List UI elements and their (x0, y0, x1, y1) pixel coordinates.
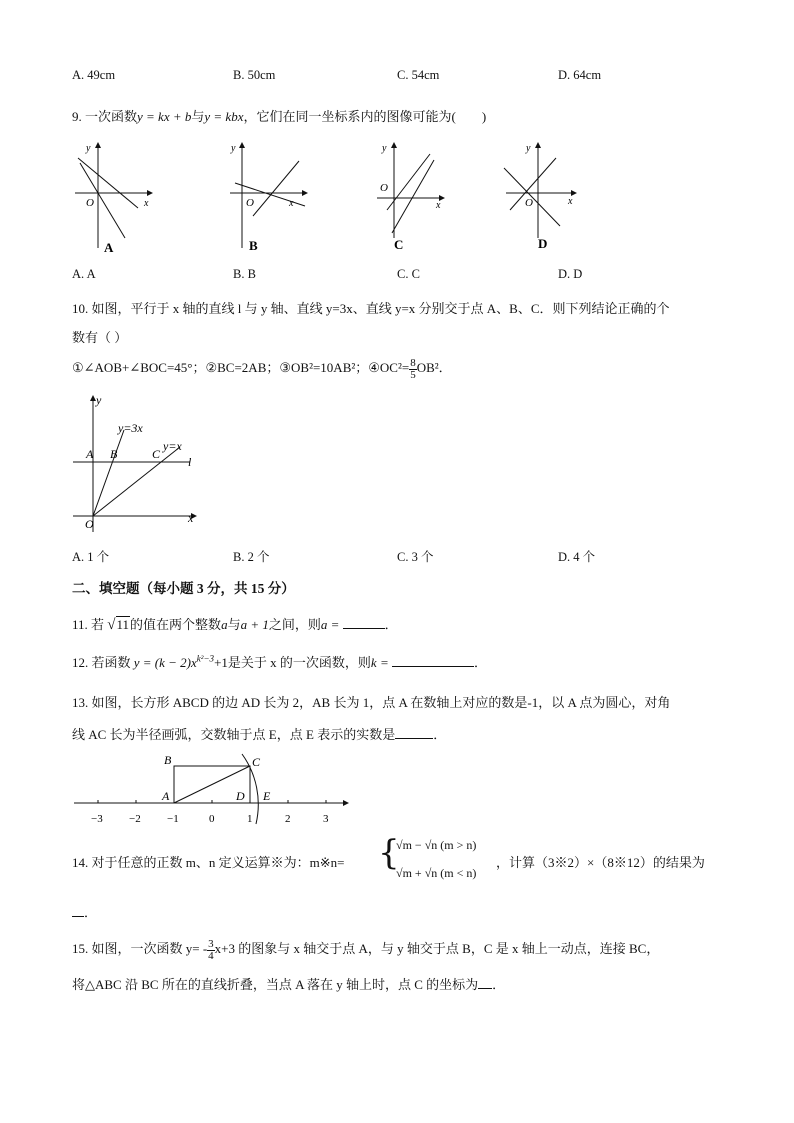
tick-label: 3 (323, 813, 329, 825)
q10-fraction (409, 358, 417, 381)
q14-answer-blank[interactable] (72, 916, 84, 917)
label-yx: y=x (163, 439, 182, 453)
q9-text-b: 与 (191, 109, 205, 124)
q11-a: 11. 若 (72, 617, 105, 632)
q13-figure (70, 752, 360, 827)
q14-case2: √m + √n (m < n) (396, 866, 477, 880)
q11-d: 与 (227, 617, 241, 632)
graph-label: A (104, 240, 114, 255)
q8-option-c: C. 54cm (397, 68, 440, 82)
q14-case1: √m − √n (m > n) (396, 838, 477, 852)
label-l: l (188, 455, 192, 469)
q11-answer-blank[interactable] (343, 628, 385, 629)
x-label: x (568, 196, 573, 207)
q8-option-a: A. 49cm (72, 68, 116, 82)
q8-option-b: B. 50cm (233, 68, 276, 82)
q10-option-b: B. 2 个 (233, 550, 270, 564)
q15-fraction (207, 939, 215, 962)
frac-num: 3 (208, 937, 214, 950)
q13-line2-text: 线 AC 长为半径画弧，交数轴于点 E，点 E 表示的实数是 (72, 727, 396, 742)
brace: { (378, 833, 400, 873)
graph-label: D (538, 236, 548, 251)
q11-f: 之间，则 (268, 617, 321, 632)
q10-option-a: A. 1 个 (72, 550, 110, 564)
q11-end: ． (384, 617, 398, 632)
q14-a: 14. 对于任意的正数 m、n 定义运算※为：m※n= (72, 855, 345, 870)
label-b: B (110, 447, 118, 461)
q11-c: a (221, 617, 228, 632)
x-label: x (436, 200, 441, 211)
q12-expr: y = (k − 2)x (133, 655, 197, 670)
q9-expr1: y = kx + b (137, 109, 192, 124)
q11 (72, 614, 398, 634)
q10-conclusions-a: ①∠AOB+∠BOC=45°；②BC=2AB；③OB²=10AB²；④OC²= (72, 360, 410, 375)
q9-text-c: ，它们在同一坐标系内的图像可能为( ) (243, 109, 487, 124)
frac-num: 8 (410, 356, 416, 369)
q15-answer-blank[interactable] (478, 988, 492, 989)
label-y3x: y=3x (118, 421, 143, 435)
q9-number: 9. (72, 109, 82, 124)
y-label: y (86, 143, 91, 154)
y-label: y (382, 143, 387, 154)
x-label: x (188, 511, 194, 525)
q11-e: a + 1 (240, 617, 269, 632)
sqrt-symbol: √ (107, 617, 116, 633)
label-c: C (152, 447, 161, 461)
q8-option-d: D. 64cm (558, 68, 602, 82)
frac-den: 5 (410, 368, 416, 381)
q15-line2-text: 将△ABC 沿 BC 所在的直线折叠，当点 A 落在 y 轴上时，点 C 的坐标为 (72, 977, 479, 992)
q9-stem (72, 106, 486, 125)
q9-graph-a (70, 138, 160, 258)
graph-label: B (249, 238, 258, 253)
q12 (72, 652, 487, 671)
q11-b: 的值在两个整数 (130, 617, 222, 632)
x-label: x (289, 198, 294, 209)
label-o: O (85, 517, 94, 531)
q15-end: ． (492, 977, 506, 992)
q11-radicand: 11 (116, 617, 130, 632)
tick-label: 1 (247, 813, 253, 825)
q15-line1 (72, 938, 659, 962)
q12-c: 是关于 x 的一次函数，则 (227, 655, 371, 670)
q9-option-a: A. A (72, 267, 96, 281)
frac-den: 4 (208, 949, 214, 962)
q13-end: ． (433, 727, 447, 742)
y-label: y (96, 393, 102, 407)
q9-option-c: C. C (397, 267, 420, 281)
y-label: y (231, 143, 236, 154)
q13-line1: 13. 如图，长方形 ABCD 的边 AD 长为 2，AB 长为 1，点 A 在数轴上对应的数是-1，以 A 点为圆心，对角 (72, 695, 671, 710)
y-label: y (526, 143, 531, 154)
q12-end: ． (473, 655, 487, 670)
q9-expr2: y = kbx (204, 109, 244, 124)
q10-line1: 10. 如图，平行于 x 轴的直线 l 与 y 轴、直线 y=3x、直线 y=x 分别交于点 A、B、C．则下列结论正确的个 (72, 301, 670, 316)
tick-label: −1 (167, 813, 179, 825)
origin-label: O (380, 182, 388, 194)
line-2 (392, 160, 434, 233)
label-b: B (164, 753, 172, 767)
label-d: D (236, 789, 245, 803)
q12-a: 12. 若函数 (72, 655, 131, 670)
line-1 (387, 154, 430, 210)
q14-end: ． (84, 905, 98, 920)
q12-b: +1 (214, 655, 228, 670)
line-yx (93, 447, 180, 516)
q10-conclusions (72, 357, 452, 381)
line-2 (510, 158, 556, 210)
q9-graph-d (498, 138, 588, 258)
q14-answer (72, 902, 97, 921)
q15-a: 15. 如图，一次函数 y= - (72, 941, 208, 956)
origin-label: O (525, 197, 533, 209)
q10-option-d: D. 4 个 (558, 550, 596, 564)
q10-line2: 数有（ ） (72, 330, 128, 345)
q13-line2 (72, 724, 446, 743)
q9-text-a: 一次函数 (85, 109, 138, 124)
q9-graph-b (225, 138, 315, 258)
q10-option-c: C. 3 个 (397, 550, 434, 564)
q10-figure (68, 392, 208, 537)
label-a: A (162, 789, 170, 803)
q12-answer-blank[interactable] (392, 666, 474, 667)
q15-b: x+3 的图象与 x 轴交于点 A，与 y 轴交于点 B，C 是 x 轴上一动点，连接 BC， (214, 941, 660, 956)
q15-line2 (72, 974, 505, 993)
label-c: C (252, 755, 261, 769)
tick-label: −3 (91, 813, 103, 825)
q13-answer-blank[interactable] (395, 738, 433, 739)
q9-graph-c (372, 138, 462, 258)
section-fill-in-title: 二、填空题（每小题 3 分，共 15 分） (72, 581, 295, 596)
graph-label: C (394, 237, 404, 252)
x-label: x (144, 198, 149, 209)
label-e: E (263, 789, 271, 803)
label-a: A (86, 447, 94, 461)
q9-option-d: D. D (558, 267, 583, 281)
q11-g: a = (320, 617, 340, 632)
q14-b: ，计算（3※2）×（8※12）的结果为 (496, 855, 705, 870)
q12-d: k = (370, 655, 389, 670)
origin-label: O (246, 197, 254, 209)
q12-exponent: k²−3 (196, 653, 215, 664)
origin-label: O (86, 197, 94, 209)
tick-label: 2 (285, 813, 291, 825)
tick-label: −2 (129, 813, 141, 825)
q9-option-b: B. B (233, 267, 256, 281)
tick-label: 0 (209, 813, 215, 825)
q10-conclusions-b: OB²． (416, 360, 452, 375)
